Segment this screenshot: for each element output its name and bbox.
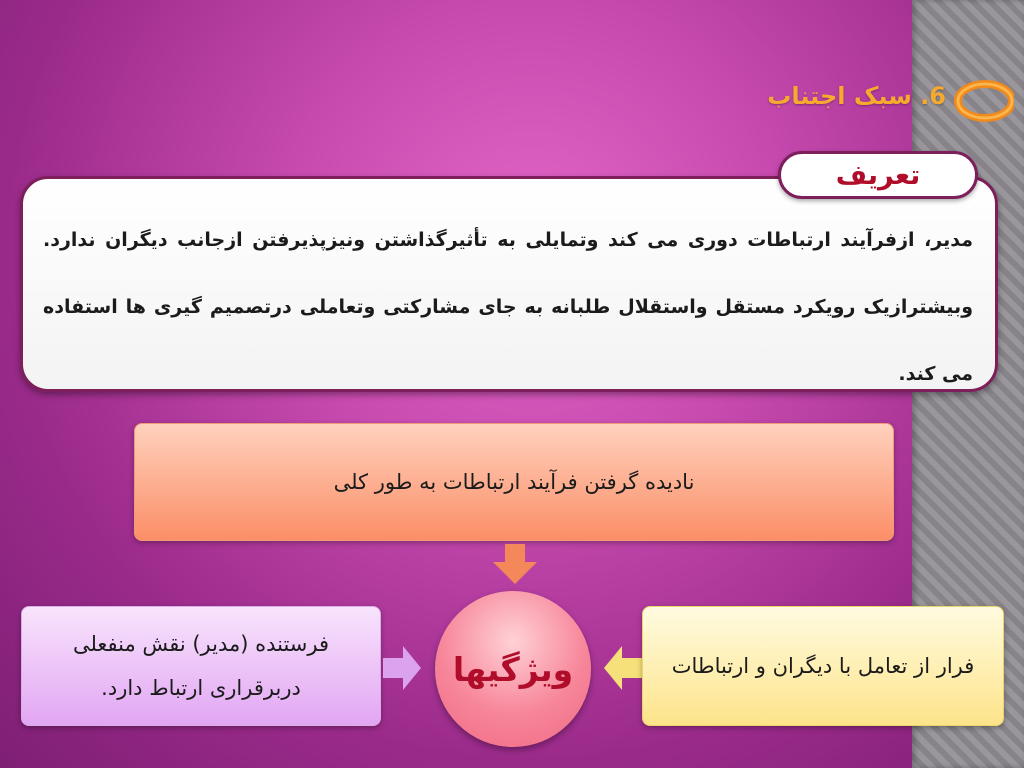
feature-box-top: نادیده گرفتن فرآیند ارتباطات به طور کلی (134, 423, 894, 541)
slide-title: 6. سبک اجتناب (767, 82, 946, 110)
definition-text: مدیر، ازفرآیند ارتباطات دوری می کند وتمایلی به تأثیرگذاشتن ونیزپذیرفتن ازجانب دیگران ندارد. وبیشترازیک رویکرد مستقل واستقلال طلبانه به جای مشارکتی وتعاملی درتصمیم گیری ها استفاده می کند. (43, 229, 973, 385)
arrow-down-icon (493, 544, 537, 584)
definition-box (20, 176, 998, 392)
features-center-circle: ویژگیها (435, 591, 591, 747)
arrow-left-icon (604, 646, 642, 690)
ring-icon (952, 80, 1014, 122)
feature-box-right: فرار از تعامل با دیگران و ارتباطات (642, 606, 1004, 726)
definition-tag: تعریف (778, 151, 978, 199)
arrow-right-icon (383, 646, 421, 690)
feature-box-left: فرستنده (مدیر) نقش منفعلی دربرقراری ارتباط دارد. (21, 606, 381, 726)
